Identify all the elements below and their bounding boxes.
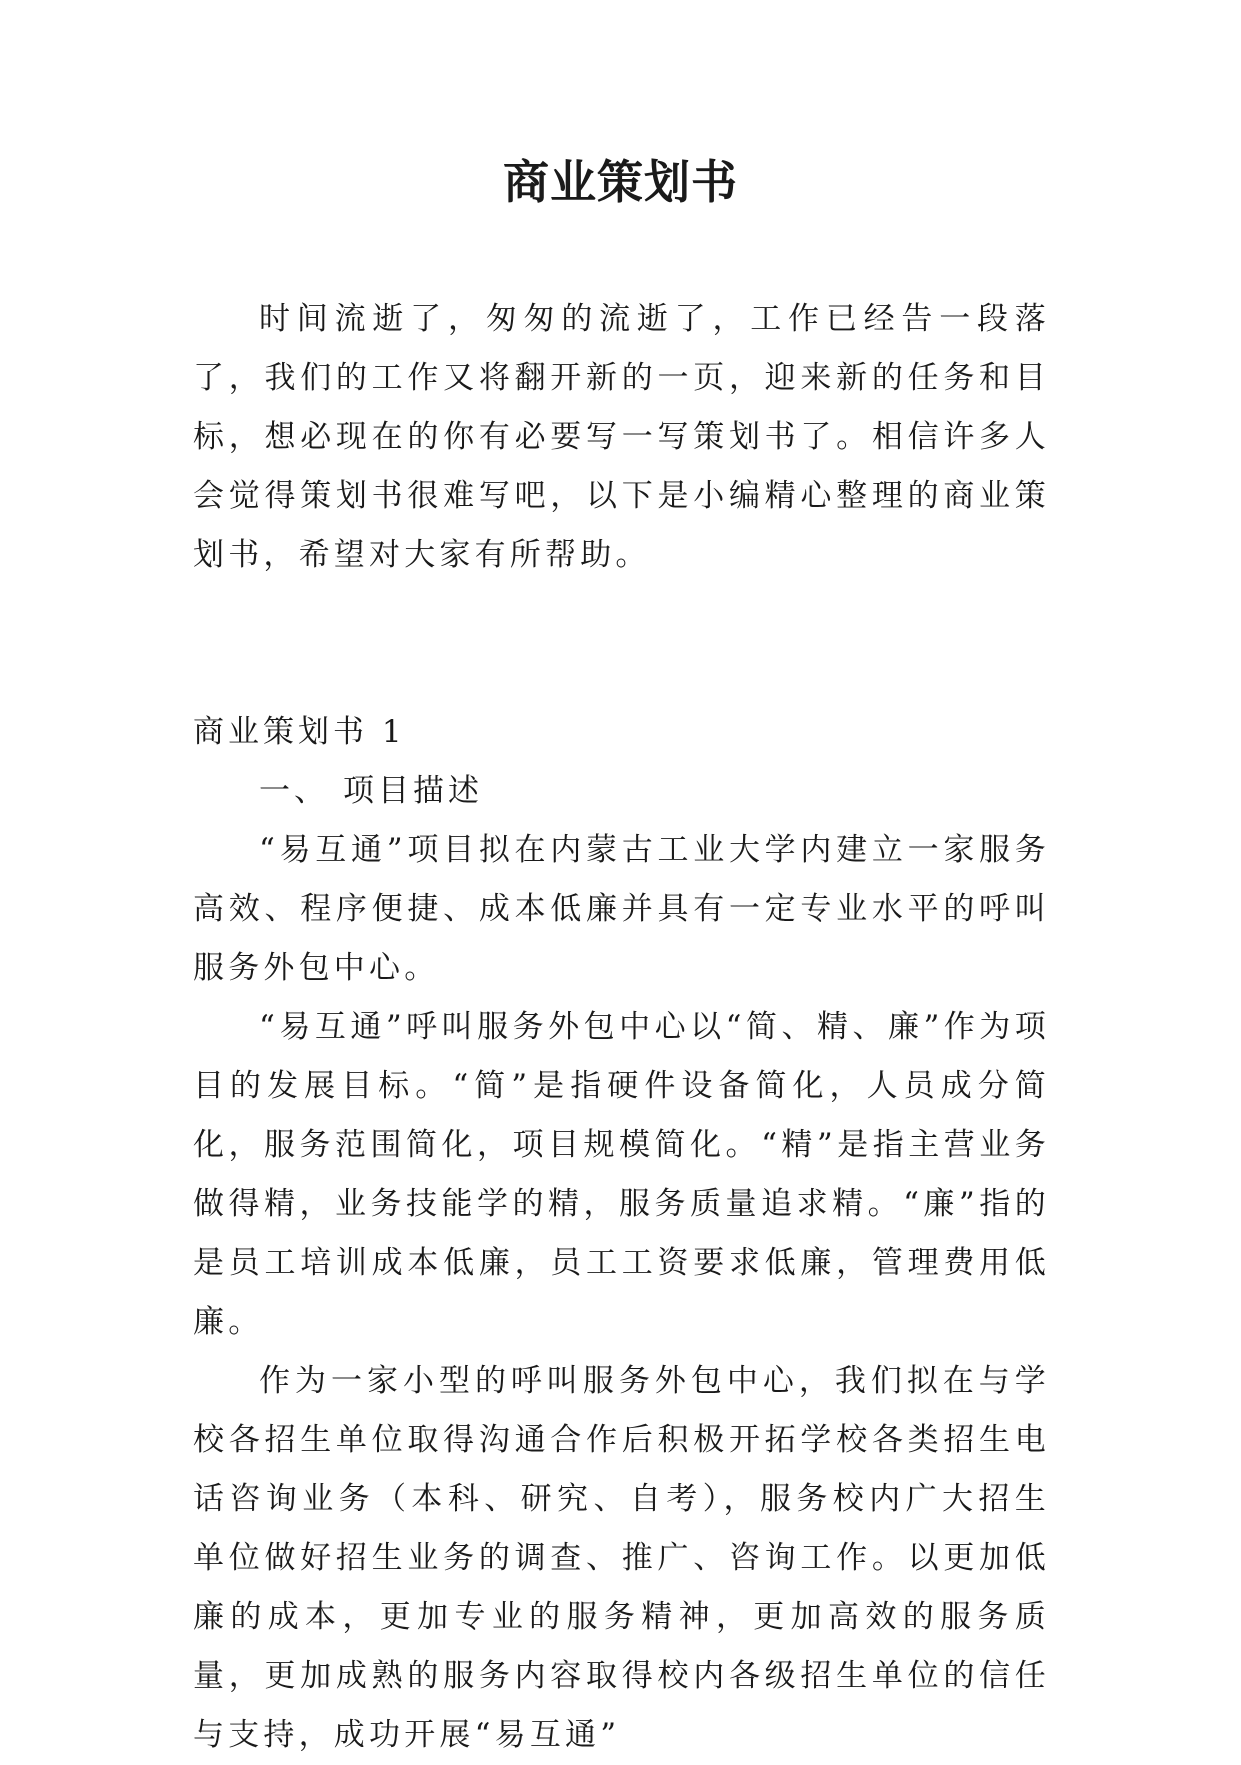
intro-paragraph: 时间流逝了，匆匆的流逝了，工作已经告一段落了，我们的工作又将翻开新的一页，迎来新的任务和目标，想必现在的你有必要写一写策划书了。相信许多人会觉得策划书很难写吧，以下是小编精心整理的商业策划书，希望对大家有所帮助。 xyxy=(193,301,1050,573)
item-heading xyxy=(193,762,1050,821)
body-paragraph: 作为一家小型的呼叫服务外包中心，我们拟在与学校各招生单位取得沟通合作后积极开拓学校各类招生电话咨询业务（本科、研究、自考），服务校内广大招生单位做好招生业务的调查、推广、咨询工作。以更加低廉的成本，更加专业的服务精神，更加高效的服务质量，更加成熟的服务内容取得校内各级招生单位的信任与支持，成功开展“易互通” xyxy=(193,1363,1050,1753)
item-number: 一、 xyxy=(259,773,329,809)
body-paragraph: “易互通”项目拟在内蒙古工业大学内建立一家服务高效、程序便捷、成本低廉并具有一定专业水平的呼叫服务外包中心。 xyxy=(193,832,1050,986)
document-title: 商业策划书 xyxy=(503,155,738,209)
item-label: 项目描述 xyxy=(343,773,483,809)
spacer xyxy=(193,585,1050,703)
body-paragraph: “易互通”呼叫服务外包中心以“简、精、廉”作为项目的发展目标。“简”是指硬件设备简化，人员成分简化，服务范围简化，项目规模简化。“精”是指主营业务做得精，业务技能学的精，服务质量追求精。“廉”指的是员工培训成本低廉，员工工资要求低廉，管理费用低廉。 xyxy=(193,1009,1050,1340)
document-body xyxy=(193,290,1050,1765)
section-heading: 商业策划书 1 xyxy=(193,714,406,750)
